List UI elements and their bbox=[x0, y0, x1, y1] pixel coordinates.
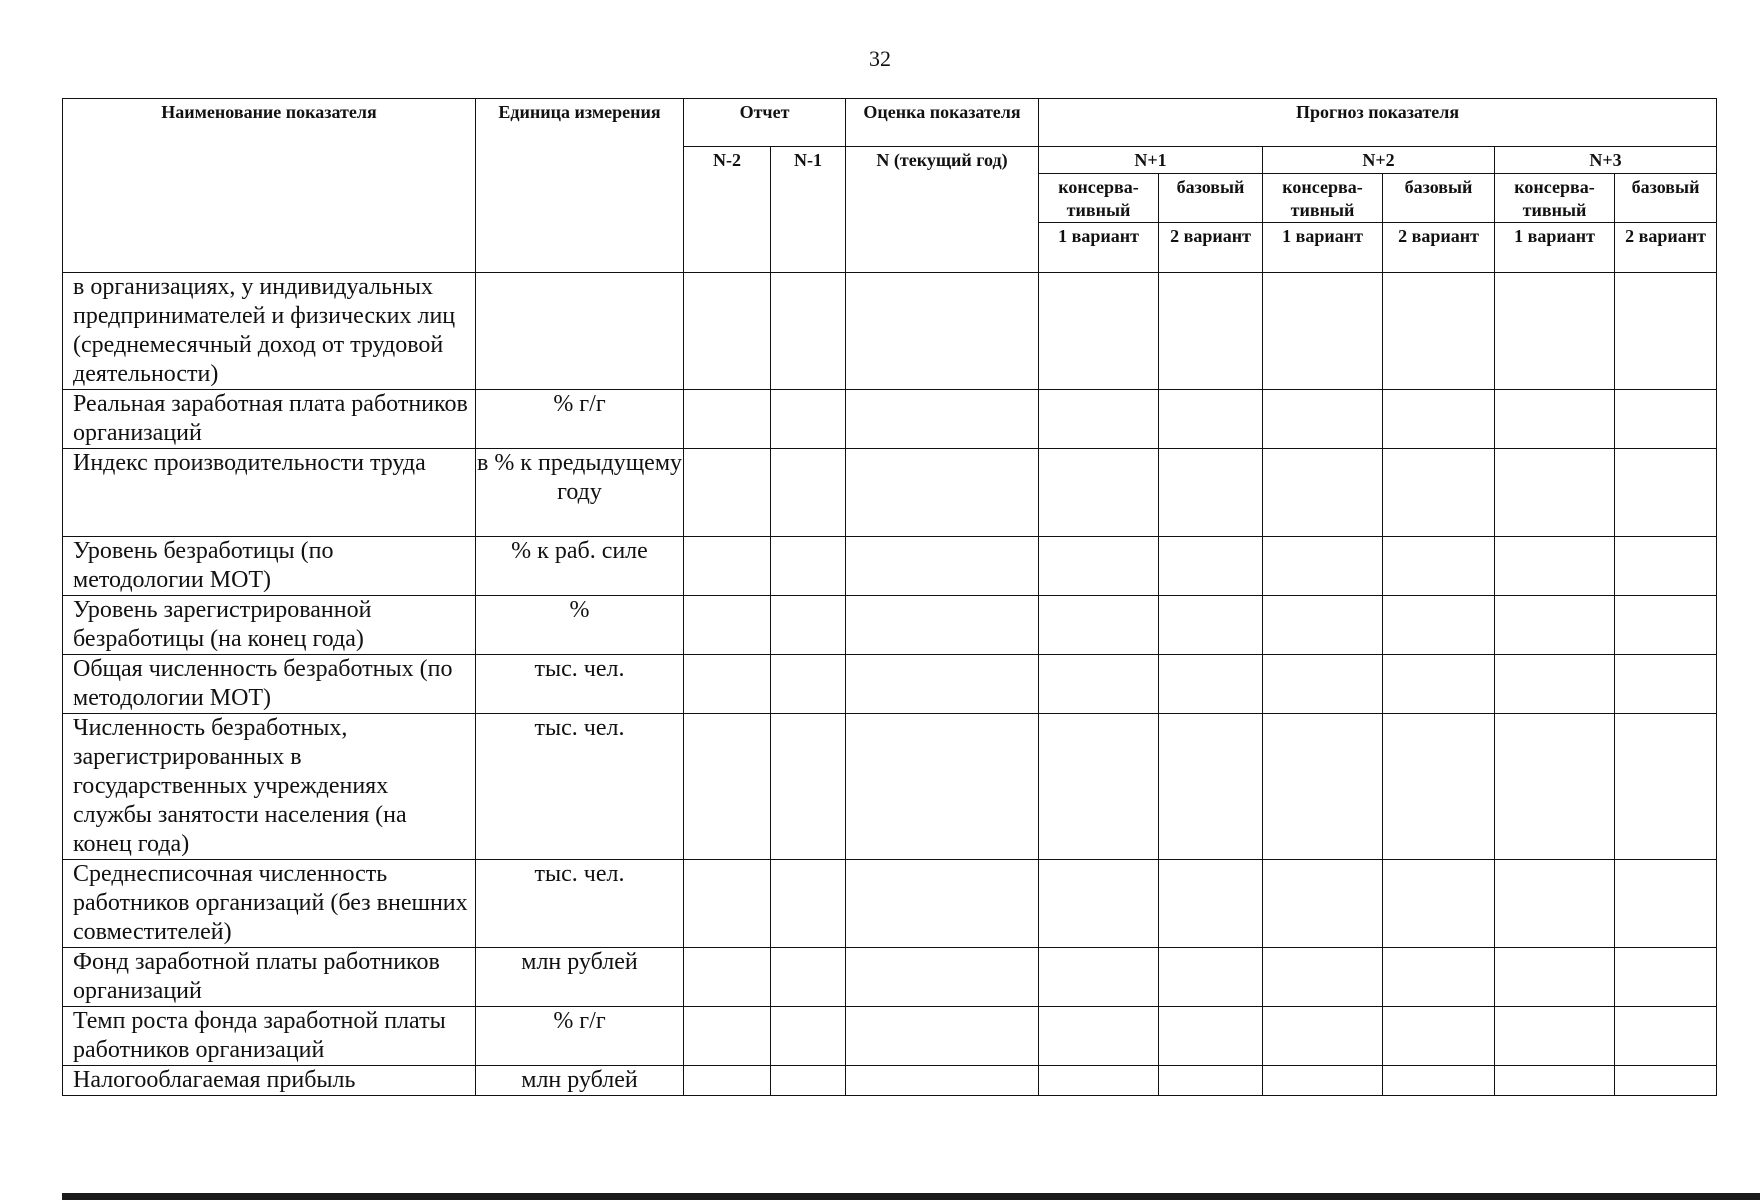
value-cell bbox=[1159, 537, 1263, 596]
header-base: базовый bbox=[1159, 174, 1263, 223]
value-cell bbox=[1263, 596, 1383, 655]
table-row bbox=[63, 596, 1717, 655]
row-unit: тыс. чел. bbox=[476, 655, 684, 714]
value-cell bbox=[1615, 714, 1717, 860]
header-conservative: консерва-тивный bbox=[1495, 174, 1615, 223]
value-cell bbox=[771, 860, 846, 948]
value-cell bbox=[1615, 860, 1717, 948]
header-conservative: консерва-тивный bbox=[1263, 174, 1383, 223]
value-cell bbox=[1263, 390, 1383, 449]
value-cell bbox=[846, 655, 1039, 714]
value-cell bbox=[684, 449, 771, 537]
value-cell bbox=[846, 1066, 1039, 1096]
value-cell bbox=[684, 596, 771, 655]
header-variant-2: 2 вариант bbox=[1615, 223, 1717, 273]
value-cell bbox=[1263, 449, 1383, 537]
value-cell bbox=[1263, 537, 1383, 596]
value-cell bbox=[1039, 860, 1159, 948]
table-row bbox=[63, 655, 1717, 714]
value-cell bbox=[1039, 714, 1159, 860]
value-cell bbox=[1159, 449, 1263, 537]
value-cell bbox=[1383, 1066, 1495, 1096]
value-cell bbox=[771, 596, 846, 655]
value-cell bbox=[1039, 449, 1159, 537]
table-row bbox=[63, 390, 1717, 449]
header-unit: Единица измерения bbox=[476, 99, 684, 273]
value-cell bbox=[1383, 390, 1495, 449]
header-forecast: Прогноз показателя bbox=[1039, 99, 1717, 147]
value-cell bbox=[1263, 273, 1383, 390]
value-cell bbox=[1383, 449, 1495, 537]
table-row bbox=[63, 537, 1717, 596]
value-cell bbox=[684, 390, 771, 449]
value-cell bbox=[1263, 714, 1383, 860]
value-cell bbox=[1159, 714, 1263, 860]
value-cell bbox=[684, 1007, 771, 1066]
value-cell bbox=[1383, 1007, 1495, 1066]
value-cell bbox=[846, 948, 1039, 1007]
header-n-minus-1: N-1 bbox=[771, 147, 846, 273]
value-cell bbox=[1039, 1066, 1159, 1096]
value-cell bbox=[1383, 596, 1495, 655]
value-cell bbox=[1159, 655, 1263, 714]
row-unit: млн рублей bbox=[476, 1066, 684, 1096]
value-cell bbox=[1495, 1007, 1615, 1066]
value-cell bbox=[684, 948, 771, 1007]
value-cell bbox=[684, 273, 771, 390]
header-variant-2: 2 вариант bbox=[1383, 223, 1495, 273]
value-cell bbox=[1039, 596, 1159, 655]
value-cell bbox=[684, 860, 771, 948]
value-cell bbox=[771, 390, 846, 449]
value-cell bbox=[1495, 596, 1615, 655]
value-cell bbox=[1495, 537, 1615, 596]
row-unit: % к раб. силе bbox=[476, 537, 684, 596]
value-cell bbox=[1615, 655, 1717, 714]
value-cell bbox=[1039, 390, 1159, 449]
value-cell bbox=[1495, 273, 1615, 390]
value-cell bbox=[1383, 860, 1495, 948]
value-cell bbox=[684, 714, 771, 860]
row-unit: в % к предыдущему году bbox=[476, 449, 684, 537]
value-cell bbox=[846, 449, 1039, 537]
header-n-minus-2: N-2 bbox=[684, 147, 771, 273]
value-cell bbox=[1615, 596, 1717, 655]
value-cell bbox=[1263, 1066, 1383, 1096]
page-number: 32 bbox=[869, 46, 891, 71]
value-cell bbox=[771, 655, 846, 714]
value-cell bbox=[1039, 537, 1159, 596]
value-cell bbox=[771, 948, 846, 1007]
value-cell bbox=[1495, 449, 1615, 537]
value-cell bbox=[1039, 1007, 1159, 1066]
value-cell bbox=[1159, 1007, 1263, 1066]
row-unit: тыс. чел. bbox=[476, 714, 684, 860]
row-name: Налогооблагаемая прибыль bbox=[63, 1066, 476, 1096]
value-cell bbox=[1495, 948, 1615, 1007]
table-row bbox=[63, 948, 1717, 1007]
value-cell bbox=[1495, 714, 1615, 860]
value-cell bbox=[1039, 655, 1159, 714]
row-name: Уровень безработицы (по методологии МОТ) bbox=[63, 537, 476, 596]
value-cell bbox=[684, 1066, 771, 1096]
header-variant-1: 1 вариант bbox=[1039, 223, 1159, 273]
value-cell bbox=[1615, 948, 1717, 1007]
header-n-plus-3: N+3 bbox=[1495, 147, 1717, 174]
value-cell bbox=[1159, 860, 1263, 948]
value-cell bbox=[1159, 390, 1263, 449]
row-unit: % г/г bbox=[476, 390, 684, 449]
row-name: Индекс производительности труда bbox=[63, 449, 476, 537]
indicator-table bbox=[62, 98, 1717, 1096]
value-cell bbox=[846, 860, 1039, 948]
table-row bbox=[63, 714, 1717, 860]
row-unit bbox=[476, 273, 684, 390]
table-row bbox=[63, 449, 1717, 537]
header-variant-2: 2 вариант bbox=[1159, 223, 1263, 273]
header-conservative: консерва-тивный bbox=[1039, 174, 1159, 223]
page-bottom-edge bbox=[62, 1193, 1760, 1200]
header-base: базовый bbox=[1383, 174, 1495, 223]
row-unit: тыс. чел. bbox=[476, 860, 684, 948]
value-cell bbox=[771, 537, 846, 596]
value-cell bbox=[771, 1066, 846, 1096]
header-name: Наименование показателя bbox=[63, 99, 476, 273]
value-cell bbox=[1159, 1066, 1263, 1096]
row-unit: млн рублей bbox=[476, 948, 684, 1007]
header-row-1 bbox=[63, 99, 1717, 147]
value-cell bbox=[1495, 860, 1615, 948]
row-name: Уровень зарегистрированной безработицы (на конец года) bbox=[63, 596, 476, 655]
header-n-plus-1: N+1 bbox=[1039, 147, 1263, 174]
value-cell bbox=[846, 537, 1039, 596]
value-cell bbox=[1159, 596, 1263, 655]
value-cell bbox=[1615, 1007, 1717, 1066]
value-cell bbox=[771, 714, 846, 860]
value-cell bbox=[684, 537, 771, 596]
value-cell bbox=[1039, 948, 1159, 1007]
value-cell bbox=[1159, 273, 1263, 390]
row-name: Общая численность безработных (по методологии МОТ) bbox=[63, 655, 476, 714]
header-estimate: Оценка показателя bbox=[846, 99, 1039, 147]
row-name: Фонд заработной платы работников организаций bbox=[63, 948, 476, 1007]
value-cell bbox=[1159, 948, 1263, 1007]
value-cell bbox=[1495, 1066, 1615, 1096]
value-cell bbox=[1383, 948, 1495, 1007]
header-variant-1: 1 вариант bbox=[1263, 223, 1383, 273]
value-cell bbox=[846, 596, 1039, 655]
header-report: Отчет bbox=[684, 99, 846, 147]
row-name: Численность безработных, зарегистрированных в государственных учреждениях службы занятости населения (на конец года) bbox=[63, 714, 476, 860]
value-cell bbox=[771, 1007, 846, 1066]
value-cell bbox=[684, 655, 771, 714]
value-cell bbox=[1615, 390, 1717, 449]
value-cell bbox=[1263, 948, 1383, 1007]
row-name: в организациях, у индивидуальных предпринимателей и физических лиц (среднемесячный доход от трудовой деятельности) bbox=[63, 273, 476, 390]
value-cell bbox=[846, 273, 1039, 390]
value-cell bbox=[1383, 655, 1495, 714]
value-cell bbox=[1039, 273, 1159, 390]
row-name: Реальная заработная плата работников организаций bbox=[63, 390, 476, 449]
header-n-plus-2: N+2 bbox=[1263, 147, 1495, 174]
table-row bbox=[63, 1007, 1717, 1066]
value-cell bbox=[1495, 390, 1615, 449]
value-cell bbox=[846, 714, 1039, 860]
value-cell bbox=[1615, 1066, 1717, 1096]
value-cell bbox=[1383, 273, 1495, 390]
header-n-current: N (текущий год) bbox=[846, 147, 1039, 273]
value-cell bbox=[1495, 655, 1615, 714]
value-cell bbox=[771, 273, 846, 390]
row-name: Темп роста фонда заработной платы работников организаций bbox=[63, 1007, 476, 1066]
row-unit: % bbox=[476, 596, 684, 655]
value-cell bbox=[1383, 537, 1495, 596]
value-cell bbox=[1263, 655, 1383, 714]
table-row bbox=[63, 1066, 1717, 1096]
row-unit: % г/г bbox=[476, 1007, 684, 1066]
table-row bbox=[63, 273, 1717, 390]
value-cell bbox=[1263, 1007, 1383, 1066]
value-cell bbox=[1615, 537, 1717, 596]
header-variant-1: 1 вариант bbox=[1495, 223, 1615, 273]
value-cell bbox=[846, 1007, 1039, 1066]
value-cell bbox=[1615, 273, 1717, 390]
row-name: Среднесписочная численность работников организаций (без внешних совместителей) bbox=[63, 860, 476, 948]
value-cell bbox=[1383, 714, 1495, 860]
value-cell bbox=[1615, 449, 1717, 537]
table-row bbox=[63, 860, 1717, 948]
header-base: базовый bbox=[1615, 174, 1717, 223]
value-cell bbox=[1263, 860, 1383, 948]
value-cell bbox=[771, 449, 846, 537]
value-cell bbox=[846, 390, 1039, 449]
